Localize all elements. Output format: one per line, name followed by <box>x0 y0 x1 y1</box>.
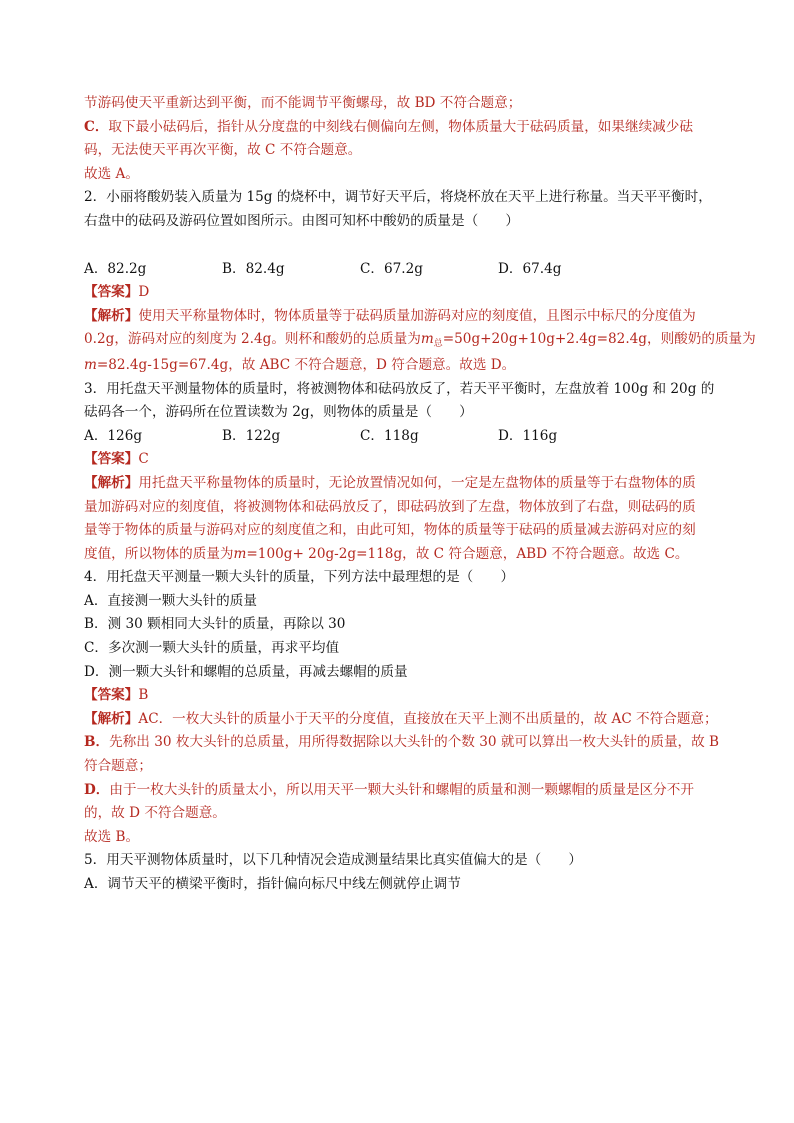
option-d-label: D． <box>84 781 110 798</box>
q3-analysis-line2: 量加游码对应的刻度值，将被测物体和砝码放反了，即砝码放到了左盘，物体放到了右盘，则砝码的质 <box>84 498 696 515</box>
prev-choose-line: 故选 A。 <box>84 165 139 182</box>
q5-option-a: A．调节天平的横梁平衡时，指针偏向标尺中线左侧就停止调节 <box>84 876 461 892</box>
analysis-text: ，故 ABC 不符合题意，D 符合题意。故选 D。 <box>228 356 516 373</box>
q4-choose-line: 故选 B。 <box>84 828 140 845</box>
q2-options <box>84 258 724 282</box>
q2-option-b: B．82.4g <box>222 260 285 277</box>
q2-analysis-line3 <box>84 354 724 378</box>
analysis-text: AC．一枚大头针的质量小于天平的分度值，直接放在天平上测不出质量的，故 AC 不符合题意； <box>138 710 718 727</box>
q4-analysis-d-line2: 的，故 D 不符合题意。 <box>84 805 226 822</box>
analysis-tag: 【解析】 <box>84 307 139 324</box>
equation: =82.4g-15g=67.4g <box>96 356 229 373</box>
mass-symbol: m <box>420 331 434 348</box>
answer-tag: 【答案】 <box>84 687 139 704</box>
prev-analysis-c-line <box>84 116 724 140</box>
analysis-text: 先称出 30 枚大头针的总质量，用所得数据除以大头针的个数 30 就可以算出一枚大头针的质量，故 B <box>109 734 720 751</box>
q3-analysis-line4 <box>84 543 724 567</box>
analysis-tag: 【解析】 <box>84 474 139 491</box>
q3-options <box>84 425 724 449</box>
analysis-text: 用托盘天平称量物体的质量时，无论放置情况如何，一定是左盘物体的质量等于右盘物体的质 <box>138 474 696 491</box>
answer-value: C <box>138 451 149 468</box>
q3-answer <box>84 448 724 472</box>
option-b-label: B． <box>84 734 110 751</box>
figure-gap <box>84 234 724 258</box>
mass-symbol: m <box>233 545 247 562</box>
q2-option-c: C．67.2g <box>360 260 423 277</box>
analysis-text: ，游码对应的刻度为 2.4g。则杯和酸奶的总质量为 <box>114 331 421 348</box>
mass-subscript: 总 <box>433 339 443 350</box>
q4-analysis-line1 <box>84 708 724 732</box>
answer-value: B <box>138 687 149 704</box>
q4-option-a: A．直接测一颗大头针的质量 <box>84 592 257 609</box>
equation: =50g+20g+10g+2.4g=82.4g <box>442 331 647 348</box>
q2-option-a: A．82.2g <box>84 260 147 277</box>
prev-analysis-line: 节游码使天平重新达到平衡，而不能调节平衡螺母，故 BD 不符合题意； <box>84 95 522 111</box>
q2-analysis-line2 <box>84 328 756 354</box>
q3-option-d: D．116g <box>498 427 558 444</box>
q4-stem: 4．用托盘天平测量一颗大头针的质量，下列方法中最理想的是（ ） <box>84 569 515 586</box>
answer-tag: 【答案】 <box>84 451 139 468</box>
q3-analysis-line1 <box>84 472 724 496</box>
prev-c-text: 取下最小砝码后，指针从分度盘的中刻线右侧偏向左侧，物体质量大于砝码质量，如果继续减少砝 <box>108 118 693 135</box>
analysis-text: ，故 C 符合题意，ABD 不符合题意。故选 C。 <box>402 545 689 562</box>
q4-analysis-b-line1 <box>84 731 724 755</box>
analysis-text: 由于一枚大头针的质量太小，所以用天平一颗大头针和螺帽的质量和测一颗螺帽的质量是区分不开 <box>109 781 694 798</box>
q3-option-a: A．126g <box>84 427 143 444</box>
q4-option-d: D．测一颗大头针和螺帽的总质量，再减去螺帽的质量 <box>84 663 408 680</box>
option-c-label: C． <box>84 118 109 135</box>
answer-tag: 【答案】 <box>84 284 139 301</box>
q3-stem-line2: 砝码各一个，游码所在位置读数为 2g，则物体的质量是（ ） <box>84 404 473 421</box>
analysis-value: 0.2g <box>84 331 115 348</box>
analysis-text: ，则酸奶的质量为 <box>647 331 756 348</box>
analysis-text: 度值，所以物体的质量为 <box>84 545 234 562</box>
prev-analysis-c-line2: 码，无法使天平再次平衡，故 C 不符合题意。 <box>84 142 362 159</box>
q3-option-b: B．122g <box>222 427 281 444</box>
analysis-text: 使用天平称量物体时，物体质量等于砝码质量加游码对应的刻度值，且图示中标尺的分度值为 <box>138 307 696 324</box>
q4-option-c: C．多次测一颗大头针的质量，再求平均值 <box>84 640 340 657</box>
q4-analysis-d-line1 <box>84 779 724 803</box>
q3-option-c: C．118g <box>360 427 419 444</box>
q3-analysis-line3: 量等于物体的质量与游码对应的刻度值之和，由此可知，物体的质量等于砝码的质量减去游码对应的刻 <box>84 522 696 539</box>
answer-value: D <box>138 284 150 301</box>
equation: =100g+ 20g-2g=118g <box>246 545 403 562</box>
q2-answer <box>84 281 724 305</box>
q3-stem-line1: 3．用托盘天平测量物体的质量时，将被测物体和砝码放反了，若天平平衡时，左盘放着 100g 和 20g 的 <box>84 380 715 397</box>
q4-answer <box>84 684 724 708</box>
q4-option-b: B．测 30 颗相同大头针的质量，再除以 30 <box>84 616 346 633</box>
mass-symbol: m <box>84 356 97 373</box>
q2-option-d: D．67.4g <box>498 260 562 277</box>
q2-analysis-line1 <box>84 305 724 329</box>
q4-analysis-b-line2: 符合题意； <box>84 758 152 775</box>
analysis-tag: 【解析】 <box>84 710 139 727</box>
document-page <box>84 92 756 897</box>
q5-stem: 5．用天平测物体质量时，以下几种情况会造成测量结果比真实值偏大的是（ ） <box>84 852 583 869</box>
q2-stem-line1: 2．小丽将酸奶装入质量为 15g 的烧杯中，调节好天平后，将烧杯放在天平上进行称量。当天平平衡时， <box>84 189 712 206</box>
q2-stem-line2: 右盘中的砝码及游码位置如图所示。由图可知杯中酸奶的质量是（ ） <box>84 212 519 229</box>
